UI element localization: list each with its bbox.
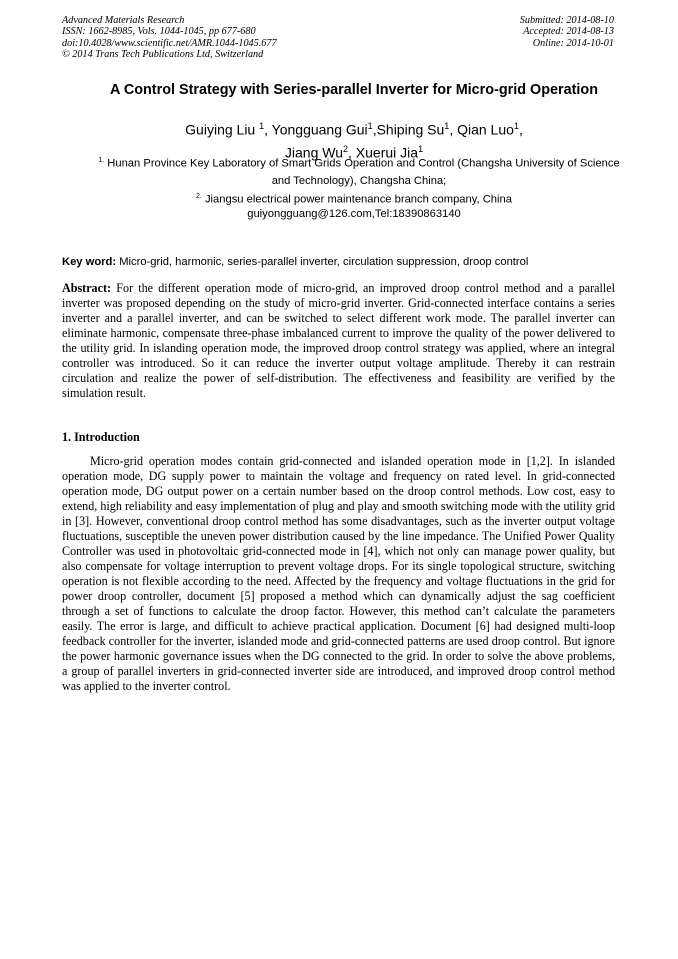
author-name: ,Shiping Su	[372, 121, 445, 138]
issn-line: ISSN: 1662-8985, Vols. 1044-1045, pp 677-680	[62, 26, 256, 38]
author-affil-mark: 2	[343, 143, 349, 154]
abstract-label: Abstract:	[62, 281, 112, 295]
online-date: Online: 2014-10-01	[532, 37, 614, 49]
author-affil-mark: 1	[513, 121, 519, 131]
accepted-date: Accepted: 2014-08-13	[523, 26, 614, 38]
journal-name: Advanced Materials Research	[62, 15, 185, 26]
author-name: , Yongguang Gui	[264, 121, 368, 138]
author-name: , Qian Luo	[449, 121, 514, 138]
author-affil-mark: 1	[259, 121, 265, 131]
author-name: , Xuerui Jia	[348, 144, 419, 161]
doi-line: doi:10.4028/www.scientific.net/AMR.1044-1045.677	[62, 37, 277, 49]
affiliation-text: Jiangsu electrical power maintenance branch company, China	[201, 193, 512, 206]
keywords-text: Micro-grid, harmonic, series-parallel inverter, circulation suppression, droop control	[116, 256, 529, 268]
journal-header-left	[62, 15, 277, 61]
introduction-paragraph: Micro-grid operation modes contain grid-connected and islanded operation mode in [1,2]. In islanded operation mode, DG supply power to maintain the voltage and frequency on rated level. In grid-connected operation mode, DG output power on a certain number based on the droop control methods. Low cost, easy to extend, high reliability and easy implementation of plug and play and smooth switching mode with the utility grid in [3]. However, conventional droop control method has some disadvantages, such as the inverter output voltage fluctuations, susceptible the uneven power distribution caused by the line impedance. The Unified Power Quality Controller was used in photovoltaic grid-connected mode in [4], which not only can manage power quality, but also compensate for voltage interruption to prevent voltage drops. For its single topological structure, switching operation is not flexible according to the need. Affected by the frequency and voltage fluctuations in the grid for power droop controller, document [5] proposed a method which can dynamically adjust the sag coefficient through a set of functions to calculate the droop factor. However, this method can’t calculate the parameters easily. The error is large, and difficult to achieve practical application. Document [6] had designed multi-loop feedback controller for the inverter, islanded mode and grid-connected patterns are used droop control. But ignore the power harmonic governance issues when the DG connected to the grid. In order to solve the above problems, a group of parallel inverters in grid-connected inverter side are introduced, and improved droop control method was applied to the inverter control.	[62, 454, 615, 693]
affiliation-mark: 2.	[196, 193, 202, 200]
abstract-text: For the different operation mode of micro-grid, an improved droop control method and a parallel inverter was proposed depending on the study of micro-grid inverter. Grid-connected interface contains a series inverter and a parallel inverter, and can be switched to select different work mode. The parallel inverter can eliminate harmonic, compensate three-phase imbalanced current to improve the quality of the power delivered to the utility grid. In islanding operation mode, the improved droop control strategy was applied, where an integral controller was introduced. So it can reduce the inverter output voltage amplitude. Thereby it can restrain circulation and realize the power of self-distribution. The effectiveness and feasibility are verified by the simulation result.	[62, 281, 615, 400]
affiliation-mark: 1.	[98, 157, 105, 164]
copyright-line: © 2014 Trans Tech Publications Ltd, Switzerland	[62, 49, 264, 61]
author-affil-mark: 1	[418, 143, 424, 154]
affiliation-text: Hunan Province Key Laboratory of Smart Grids Operation and Control (Changsha University of Science and Technology), Changsha China;	[104, 157, 620, 187]
author-name: Jiang Wu	[284, 144, 344, 161]
author-affil-mark: 1	[367, 121, 373, 131]
abstract	[62, 281, 615, 401]
submitted-date: Submitted: 2014-08-10	[519, 15, 614, 26]
affiliation-1	[80, 152, 628, 190]
keywords	[62, 255, 615, 270]
section-heading: 1. Introduction	[62, 430, 140, 444]
keywords-label: Key word:	[62, 256, 117, 268]
author-name: Guiying Liu	[185, 121, 260, 138]
journal-header-right	[520, 15, 614, 49]
author-affil-mark: 1	[444, 121, 450, 131]
author-separator: ,	[518, 121, 523, 138]
paper-title: A Control Strategy with Series-parallel Inverter for Micro-grid Operation	[109, 82, 599, 98]
contact-email: guiyongguang@126.com,Tel:18390863140	[247, 208, 461, 220]
